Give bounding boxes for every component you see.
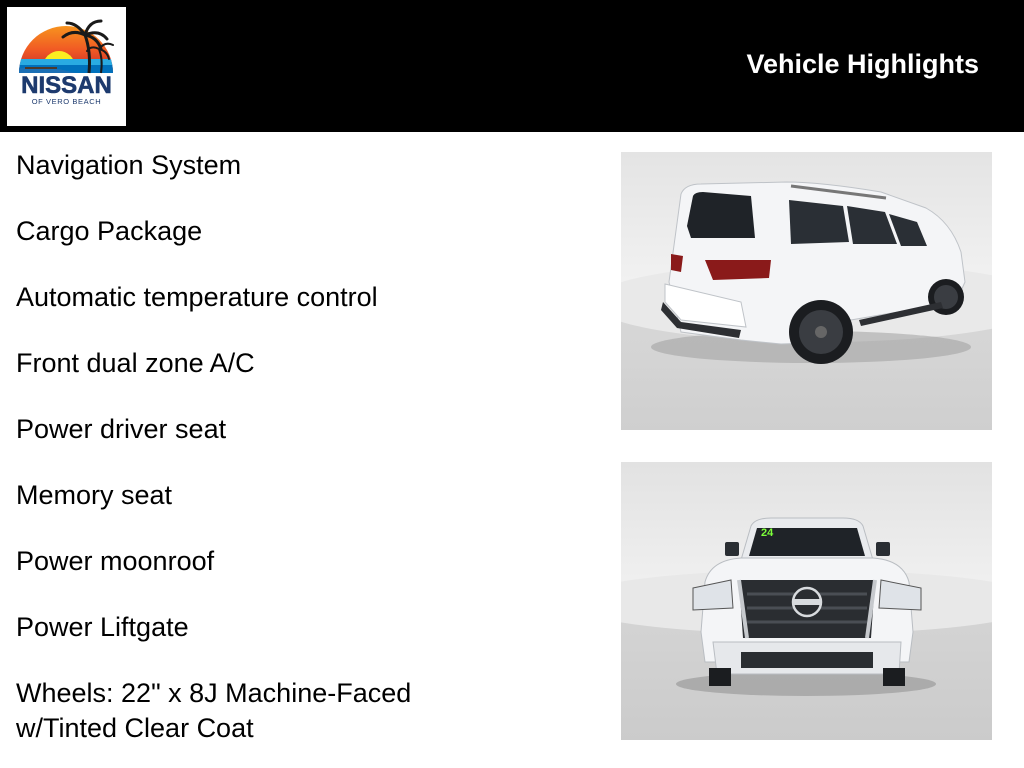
- page-title: Vehicle Highlights: [746, 49, 979, 79]
- logo-tagline-text: OF VERO BEACH: [31, 97, 102, 106]
- sunset-palm-logo-icon: [7, 7, 126, 126]
- feature-item: Power driver seat: [16, 414, 227, 444]
- suv-front-view-image: [621, 462, 992, 740]
- dealer-logo[interactable]: [7, 7, 126, 126]
- feature-item: Navigation System: [16, 150, 242, 180]
- feature-item: Cargo Package: [16, 216, 203, 246]
- feature-item: Power Liftgate: [16, 612, 189, 642]
- header-bar: [0, 0, 1024, 132]
- logo-brand-text: NISSAN: [21, 72, 112, 99]
- suv-rear-view-image: [621, 152, 992, 430]
- feature-item-wheels: Wheels: 22" x 8J Machine-Faced w/Tinted Clear Coat: [16, 678, 412, 743]
- svg-text:24: 24: [761, 527, 774, 539]
- feature-item: Memory seat: [16, 480, 173, 510]
- feature-item: Automatic temperature control: [16, 282, 378, 312]
- feature-item: Front dual zone A/C: [16, 348, 255, 378]
- vehicle-photo-rear[interactable]: [621, 152, 992, 430]
- feature-list: [16, 148, 536, 746]
- vehicle-photo-front[interactable]: [621, 462, 992, 740]
- feature-item: Power moonroof: [16, 546, 215, 576]
